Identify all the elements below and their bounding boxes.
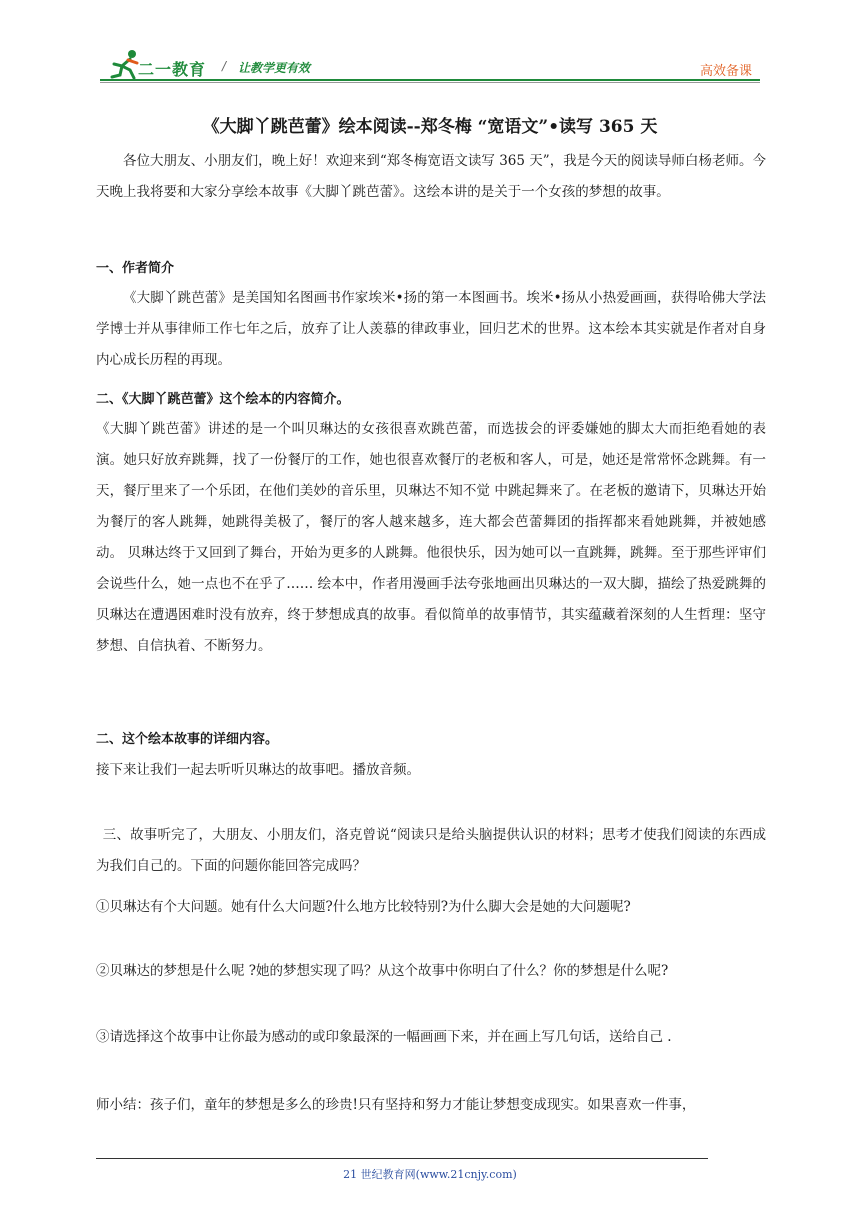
- page-header: [100, 44, 760, 84]
- header-divider: [100, 79, 760, 81]
- section-heading-author: 一、作者简介: [96, 261, 175, 276]
- footer-divider: [96, 1158, 708, 1159]
- teacher-summary: 师小结：孩子们，童年的梦想是多么的珍贵!只有坚持和努力才能让梦想变成现实。如果喜欢一件事，: [96, 1097, 696, 1113]
- footer-source: 21 世纪教育网(www.21cnjy.com): [343, 1168, 517, 1181]
- question-3: ③请选择这个故事中让你最为感动的或印象最深的一幅画画下来，并在画上写几句话，送给自己 .: [96, 1029, 672, 1045]
- header-divider-thin: [100, 82, 760, 83]
- intro-paragraph: 各位大朋友、小朋友们，晚上好！欢迎来到“郑冬梅宽语文读写 365 天”，我是今天的阅读导师白杨老师。今天晚上我将要和大家分享绘本故事《大脚丫跳芭蕾》。这绘本讲的是关于一个女孩的梦想的故事。: [96, 153, 766, 200]
- questions-intro-paragraph: 三、故事听完了，大朋友、小朋友们，洛克曾说“阅读只是给头脑提供认识的材料；思考才使我们阅读的东西成为我们自己的。下面的问题你能回答完成吗？: [96, 827, 766, 874]
- section-heading-summary: 二、《大脚丫跳芭蕾》这个绘本的内容简介。: [96, 392, 350, 407]
- brand-slogan: 让教学更有效: [238, 61, 311, 75]
- document-title: 《大脚丫跳芭蕾》绘本阅读--郑冬梅 “宽语文”•读写 365 天: [202, 117, 658, 137]
- question-1: ①贝琳达有个大问题。她有什么大问题?什么地方比较特别?为什么脚大会是她的大问题呢?: [96, 899, 631, 915]
- details-paragraph: 接下来让我们一起去听听贝琳达的故事吧。播放音频。: [96, 762, 420, 778]
- section-heading-details: 二、这个绘本故事的详细内容。: [96, 732, 279, 747]
- header-separator: /: [222, 59, 227, 73]
- brand-name: 二一教育: [138, 60, 207, 79]
- summary-paragraph: 《大脚丫跳芭蕾》讲述的是一个叫贝琳达的女孩很喜欢跳芭蕾，而选拔会的评委嫌她的脚太大而拒绝看她的表演。她只好放弃跳舞，找了一份餐厅的工作，她也很喜欢餐厅的老板和客人，可是，她还是常常怀念跳舞。有一天，餐厅里来了一个乐团，在他们美妙的音乐里，贝琳达不知不觉 中跳起舞来了。在老板的邀请下，贝琳达开始为餐厅的客人跳舞，她跳得美极了，餐厅的客人越来越多，连大都会芭蕾舞团的指挥都来看她跳舞，并被她感动。 贝琳达终于又回到了舞台，开始为更多的人跳舞。他很快乐，因为她可以一直跳舞，跳舞。至于那些评审们会说些什么，她一点也不在乎了…… 绘本中，作者用漫画手法夸张地画出贝琳达的一双大脚，描绘了热爱跳舞的贝琳达在遭遇困难时没有放弃，终于梦想成真的故事。看似简单的故事情节，其实蕴藏着深刻的人生哲理：坚守梦想、自信执着、不断努力。: [96, 421, 766, 654]
- header-tag: 高效备课: [699, 64, 752, 79]
- author-paragraph: 《大脚丫跳芭蕾》是美国知名图画书作家埃米•扬的第一本图画书。埃米•扬从小热爱画画，获得哈佛大学法学博士并从事律师工作七年之后，放弃了让人羡慕的律政事业，回归艺术的世界。这本绘本其实就是作者对自身内心成长历程的再现。: [96, 290, 766, 368]
- question-2: ②贝琳达的梦想是什么呢 ?她的梦想实现了吗？从这个故事中你明白了什么？你的梦想是什么呢?: [96, 963, 669, 979]
